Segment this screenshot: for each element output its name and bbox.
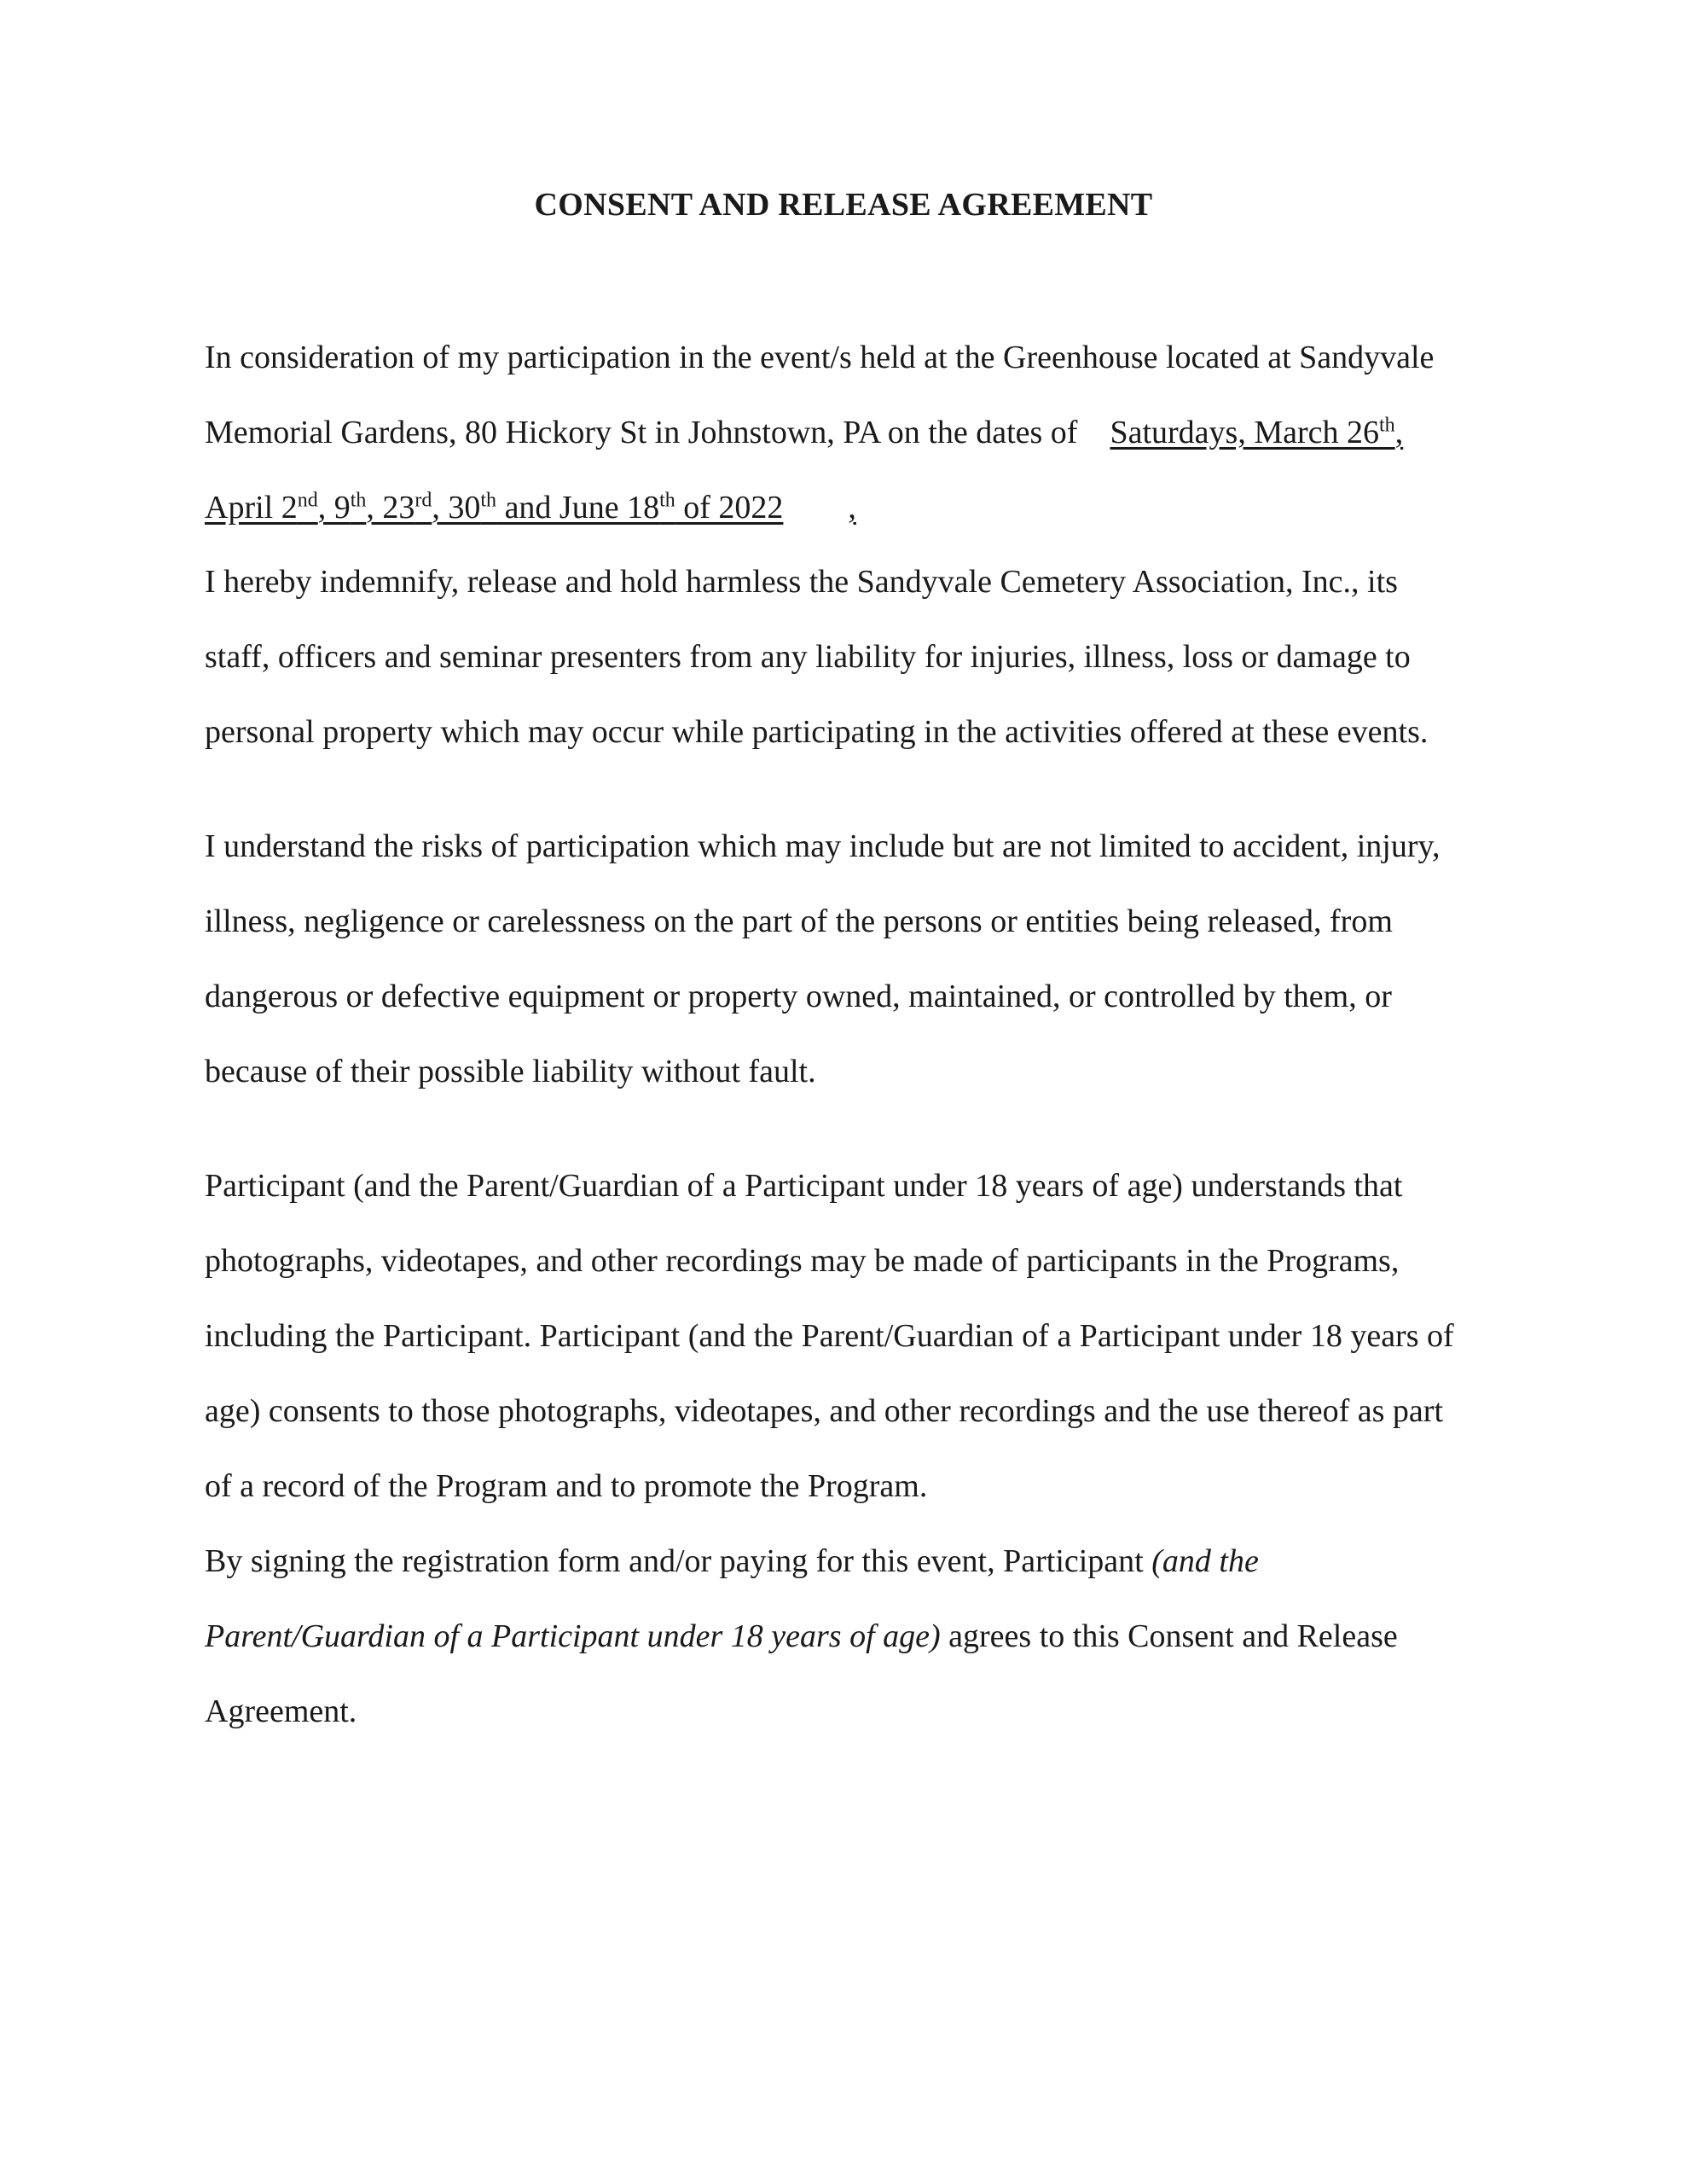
p2-line-2: staff, officers and seminar presenters from any liability for injuries, illness, loss or damage to — [205, 639, 1411, 675]
p2-line-1: I hereby indemnify, release and hold harmless the Sandyvale Cemetery Association, Inc., its — [205, 564, 1398, 600]
p3-line-1: I understand the risks of participation which may include but are not limited to accident, injury, — [205, 828, 1441, 864]
date-june: and June 18 — [496, 490, 660, 526]
date-9: , 9 — [317, 490, 351, 526]
p5-line-3: Agreement. — [205, 1693, 357, 1729]
date-june-sup: th — [659, 489, 675, 512]
date-23: , 23 — [366, 490, 415, 526]
dates-field-part-1 — [1077, 415, 1403, 450]
p5-line-2-italic: Parent/Guardian of a Participant under 18 years of age) — [205, 1618, 941, 1654]
date-30: , 30 — [432, 490, 481, 526]
p5-line-1-text: By signing the registration form and/or paying for this event, Participant — [205, 1543, 1144, 1579]
p4-line-4: age) consents to those photographs, videotapes, and other recordings and the use thereof as part — [205, 1393, 1443, 1429]
date-april: April 2 — [205, 490, 298, 526]
p4-line-1: Participant (and the Parent/Guardian of a Participant under 18 years of age) understands that — [205, 1168, 1403, 1204]
p4-line-3: including the Participant. Participant (and the Parent/Guardian of a Participant under 18 years of — [205, 1318, 1454, 1354]
p1-line-1: In consideration of my participation in the event/s held at the Greenhouse located at Sandyvale — [205, 340, 1435, 375]
p5-line-1 — [205, 1542, 1259, 1580]
p5-line-2 — [205, 1618, 1398, 1655]
dates-field-saturdays: Saturdays, March 26 — [1110, 415, 1380, 450]
dates-field-end-comma: , — [848, 490, 856, 526]
dates-field-part-2 — [205, 490, 856, 526]
date-year: of 2022 — [675, 490, 784, 526]
dates-field-comma: , — [1394, 415, 1404, 450]
p1-line-3 — [205, 489, 856, 526]
p1-line-2 — [205, 414, 1403, 451]
p3-line-4: because of their possible liability without fault. — [205, 1054, 816, 1089]
p2-line-3: personal property which may occur while participating in the activities offered at these events. — [205, 714, 1429, 750]
p4-line-5: of a record of the Program and to promote the Program. — [205, 1468, 928, 1504]
p5-line-1-italic: (and the — [1151, 1543, 1259, 1579]
date-april-sup: nd — [297, 489, 318, 512]
dates-field-sup: th — [1379, 414, 1395, 437]
p3-line-3: dangerous or defective equipment or property owned, maintained, or controlled by them, or — [205, 979, 1392, 1014]
p5-line-2-text: agrees to this Consent and Release — [948, 1618, 1398, 1654]
p1-line-2-text: Memorial Gardens, 80 Hickory St in Johnstown, PA on the dates of — [205, 415, 1078, 450]
date-23-sup: rd — [415, 489, 432, 512]
date-30-sup: th — [480, 489, 497, 512]
date-9-sup: th — [350, 489, 367, 512]
p3-line-2: illness, negligence or carelessness on the part of the persons or entities being released, from — [205, 903, 1393, 939]
document-title: CONSENT AND RELEASE AGREEMENT — [534, 187, 1153, 223]
p4-line-2: photographs, videotapes, and other recordings may be made of participants in the Programs, — [205, 1243, 1400, 1279]
